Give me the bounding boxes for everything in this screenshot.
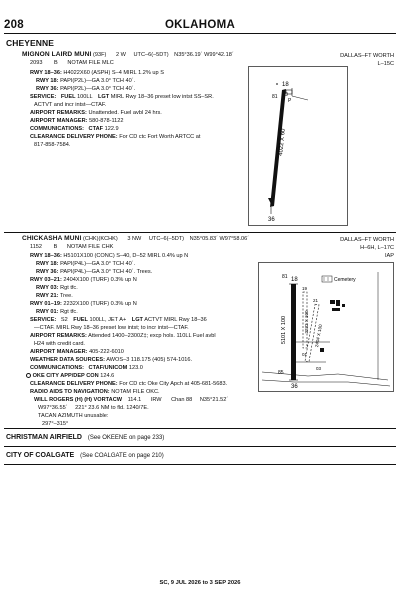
runway-01-line [36, 309, 78, 316]
value: PAPI(P4L)—GA 3.0° TCH 40´. Trees. [60, 269, 153, 275]
airport-distance: 3 NW [127, 236, 142, 242]
runway-03-line [36, 285, 78, 292]
value: 114.1 [127, 397, 142, 403]
label: FUEL [73, 317, 88, 323]
value: 100LL [77, 94, 93, 100]
value: 124.6 [100, 373, 115, 379]
value: Unattended. Fuel avbl 24 hrs. [88, 110, 162, 116]
tacan-line: TACAN AZIMUTH unusable: [38, 413, 109, 419]
service-line-2: —CTAF. MIRL Rwy 18–36 preset low intst; to incr intst—CTAF. [34, 325, 189, 331]
value: PAPI(P2L)—GA 3.0° TCH 40´. [60, 78, 136, 84]
radar-icon [26, 373, 31, 378]
runway-01-19-line [30, 301, 137, 308]
value: ACTVT MIRL Rwy 18–36 [144, 317, 207, 323]
tick-label-bottom: 85 [278, 370, 284, 376]
building [332, 308, 340, 311]
weather-line [30, 357, 192, 364]
runway-21-line [36, 293, 73, 300]
diagram-frame [249, 67, 348, 226]
iap-label: IAP [384, 253, 394, 259]
label: SERVICE: [30, 94, 57, 100]
runway-end-18: 18 [291, 277, 298, 283]
value: MIRL Rwy 18–36 preset low intst SS–SR. [110, 94, 214, 100]
value: PAPI(P4L)—GA 3.0° TCH 40´. [60, 261, 136, 267]
section-divider [4, 464, 396, 465]
christman-entry [6, 434, 164, 442]
runway-18-36 [291, 284, 296, 380]
radio-aids-line [30, 389, 160, 396]
airport-name: CHRISTMAN AIRFIELD [6, 434, 82, 441]
runway-dimension-label: 5101 X 100 [281, 315, 287, 345]
road-line [262, 380, 390, 386]
label: CTAF/UNICOM [88, 365, 128, 371]
value: 122.9 [104, 126, 119, 132]
tick-label: 81 [272, 94, 278, 100]
label: WEATHER DATA SOURCES: [30, 357, 105, 363]
label: LGT [131, 317, 143, 323]
value: S2 [60, 317, 68, 323]
coalgate-entry [6, 452, 164, 460]
value: 2404X100 (TURF) 0.3% up N [63, 277, 137, 283]
value: Rgt tfc. [60, 285, 78, 291]
building [342, 304, 345, 307]
turf-end-03: 03 [316, 366, 322, 371]
value: 2232X100 (TURF) 0.3% up N [63, 301, 137, 307]
label: CLEARANCE DELIVERY PHONE: [30, 134, 118, 140]
airport-distance: 2 W [115, 52, 126, 58]
chickasha-title-line [22, 236, 249, 243]
label: RWY 36: [36, 86, 59, 92]
cemetery-icon [322, 276, 332, 282]
papi-label: P [288, 98, 292, 104]
value: H4022X60 (ASPH) S–4 MIRL 1.2% up S [63, 70, 164, 76]
runway-end-36: 36 [268, 217, 275, 223]
value: NOTAM FILE OKC. [111, 389, 160, 395]
label: AIRPORT MANAGER: [30, 118, 88, 124]
mignon-airport-diagram [248, 66, 348, 226]
vortac-line-2 [38, 405, 149, 412]
runway-line [30, 253, 188, 260]
service-line [30, 317, 207, 324]
service-line-2: ACTVT and incr intst—CTAF. [34, 102, 107, 108]
building [336, 300, 340, 306]
chart-label: H–6H, L–17C [360, 245, 394, 251]
comms-line [30, 126, 119, 133]
turf-end-01: 01 [302, 352, 308, 357]
airport-utc: UTC–6(–5DT) [133, 52, 169, 58]
mignon-title-line [22, 52, 234, 59]
sectional-label: DALLAS–FT WORTH [340, 53, 394, 59]
elevation: 1152 [30, 244, 43, 250]
label: CTAF [88, 126, 104, 132]
label: AIRPORT REMARKS: [30, 333, 87, 339]
value: PAPI(P2L)—GA 3.0° TCH 40´. [60, 86, 136, 92]
runway-36-line [36, 269, 152, 276]
elevation: 2093 [30, 60, 43, 66]
tacan-range-line: 297°–315° [42, 421, 69, 427]
fuel-class: B [54, 60, 58, 66]
taxiway [292, 96, 308, 100]
label: RWY 18: [36, 261, 59, 267]
airport-name: CHICKASHA MUNI [22, 235, 82, 242]
section-divider [4, 428, 396, 429]
runway-18-line [36, 261, 135, 268]
remarks-line [30, 110, 162, 117]
tick-label-top: 81 [282, 274, 288, 280]
label: LGT [97, 94, 110, 100]
value: Tree. [59, 293, 73, 299]
vortac-line [34, 397, 228, 404]
building [330, 300, 335, 304]
remarks-line [30, 333, 216, 340]
label: RWY 18: [36, 78, 59, 84]
airport-utc: UTC–6(–5DT) [148, 236, 185, 242]
value: Attended 1400–2300Z‡; excp hols. 110LL Fuel avbl [88, 333, 216, 339]
label: CLEARANCE DELIVERY PHONE: [30, 381, 118, 387]
value: For CD ctc Oke City Apch at 405-681-5683. [119, 381, 228, 387]
airport-coords: N35°36.19´ W99°42.18´ [174, 52, 234, 58]
notam-file: NOTAM FILE CHK [66, 244, 114, 250]
value: N35°21.52´ [199, 397, 229, 403]
clearance-line-2: 817-858-7584. [34, 142, 71, 148]
value: 580-878-1122 [89, 118, 124, 124]
value: 123.0 [128, 365, 143, 371]
clearance-line [30, 381, 227, 388]
label: OKE CITY APP/DEP CON [32, 373, 99, 379]
label: WILL ROGERS (H) (H) VORTACW [34, 397, 123, 403]
label: RWY 01–19: [30, 301, 62, 307]
label: RWY 03–21: [30, 277, 62, 283]
chickasha-airport-diagram [258, 262, 394, 392]
approach-line [26, 373, 114, 380]
chart-label: L–15C [377, 61, 394, 67]
runway-18-line [36, 78, 135, 85]
value: AWOS–3 118.175 (405) 574-1016. [106, 357, 193, 363]
section-divider [4, 446, 396, 447]
label: COMMUNICATIONS: [30, 126, 84, 132]
label: RWY 01: [36, 309, 59, 315]
mignon-elev-line [30, 60, 114, 67]
label: AIRPORT REMARKS: [30, 110, 87, 116]
value: 221° 23.6 NM to fld. 1240/7E. [75, 405, 149, 411]
runway-end-36: 36 [291, 384, 298, 390]
cross-reference: (See OKEENE on page 233) [87, 435, 165, 441]
label: SERVICE: [30, 317, 57, 323]
value: 100LL, JET A+ [89, 317, 127, 323]
runway-line [30, 70, 164, 77]
notam-file: NOTAM FILE MLC [67, 60, 114, 66]
sectional-label: DALLAS–FT WORTH [340, 237, 394, 243]
airport-ident: (93F) [93, 52, 107, 58]
airport-name: CITY OF COALGATE [6, 452, 75, 459]
value: IRW [150, 397, 162, 403]
runway-36-line [36, 86, 135, 93]
airport-ident: (CHK)(KCHK) [82, 236, 118, 242]
section-divider [4, 232, 396, 233]
runway-dimension-label: 4022 X 60 [278, 128, 287, 157]
value: For CD ctc Fort Worth ARTCC at [119, 134, 201, 140]
service-line [30, 94, 214, 101]
turf-end-19: 19 [302, 286, 308, 291]
label: RWY 18–36: [30, 253, 62, 259]
value: H5101X100 (CONC) S–40, D–52 MIRL 0.4% up N [63, 253, 189, 259]
label: RWY 21: [36, 293, 59, 299]
airport-coords: N35°05.83´ W97°58.06´ [189, 236, 250, 242]
turf-label-2: 2404 X 100 [314, 323, 323, 348]
airport-name: MIGNON LAIRD MUNI [22, 51, 92, 58]
papi-box [286, 90, 292, 94]
fuel-class: B [53, 244, 58, 250]
runway-03-21-line [30, 277, 137, 284]
label: RWY 18–36: [30, 70, 62, 76]
chickasha-elev-line [30, 244, 113, 251]
value: Chan 88 [171, 397, 193, 403]
header-rule [4, 33, 396, 34]
runway-end-18: 18 [282, 82, 289, 88]
label: RADIO AIDS TO NAVIGATION: [30, 389, 110, 395]
turf-end-21: 21 [313, 298, 319, 303]
state-title: OKLAHOMA [164, 19, 236, 31]
remarks-line-2: H24 with credit card. [34, 341, 85, 347]
turf-label-1: 2232 X 100 [304, 310, 309, 334]
label: RWY 03: [36, 285, 59, 291]
label: RWY 36: [36, 269, 59, 275]
label: COMMUNICATIONS: [30, 365, 84, 371]
effective-dates: SC, 9 JUL 2026 to 3 SEP 2026 [159, 580, 241, 586]
manager-line [30, 118, 123, 125]
value: 405-222-6010 [89, 349, 124, 355]
value: W97°36.55´ [38, 405, 68, 411]
clearance-line [30, 134, 200, 141]
page-number: 208 [4, 19, 24, 31]
label: FUEL [60, 94, 76, 100]
comms-line [30, 365, 143, 372]
value: Rgt tfc. [60, 309, 78, 315]
building [320, 348, 324, 352]
city-heading: CHEYENNE [6, 38, 55, 48]
cross-reference: (See COALGATE on page 210) [80, 453, 164, 459]
cemetery-label: Cemetery [334, 277, 356, 283]
label: AIRPORT MANAGER: [30, 349, 88, 355]
manager-line [30, 349, 124, 356]
